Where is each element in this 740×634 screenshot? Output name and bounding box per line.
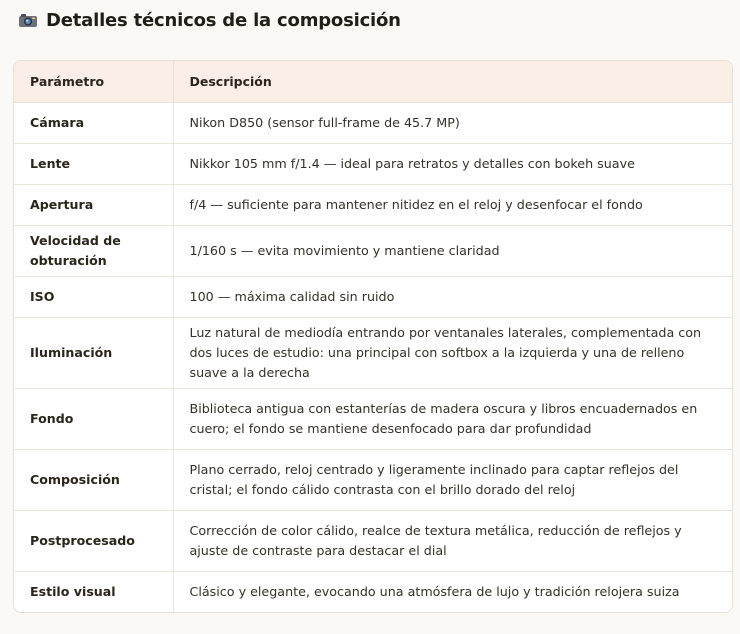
description-cell: Nikkor 105 mm f/1.4 — ideal para retratos y detalles con bokeh suave: [173, 143, 732, 184]
table-row: [14, 225, 732, 276]
table-row: [14, 276, 732, 317]
table-row: [14, 510, 732, 571]
table-row: [14, 184, 732, 225]
description-cell: Nikon D850 (sensor full-frame de 45.7 MP): [173, 102, 732, 143]
parameter-cell: Postprocesado: [14, 510, 173, 571]
description-cell: Clásico y elegante, evocando una atmósfera de lujo y tradición relojera suiza: [173, 571, 732, 612]
table-body: [14, 102, 732, 612]
description-cell: f/4 — suficiente para mantener nitidez en el reloj y desenfocar el fondo: [173, 184, 732, 225]
description-cell: Luz natural de mediodía entrando por ventanales laterales, complementada con dos luces de estudio: una principal con softbox a la izquierda y una de relleno suave a la derecha: [173, 317, 732, 388]
column-header-description: Descripción: [173, 61, 732, 102]
table-row: [14, 388, 732, 449]
page-title: Detalles técnicos de la composición: [46, 9, 401, 31]
parameter-cell: ISO: [14, 276, 173, 317]
description-cell: Plano cerrado, reloj centrado y ligeramente inclinado para captar reflejos del cristal; el fondo cálido contrasta con el brillo dorado del reloj: [173, 449, 732, 510]
column-header-parameter: Parámetro: [14, 61, 173, 102]
parameter-cell: Composición: [14, 449, 173, 510]
table-row: [14, 449, 732, 510]
table-row: [14, 102, 732, 143]
section-heading: [17, 0, 724, 40]
parameter-cell: Fondo: [14, 388, 173, 449]
description-cell: Biblioteca antigua con estanterías de madera oscura y libros encuadernados en cuero; el fondo se mantiene desenfocado para dar profundidad: [173, 388, 732, 449]
table-header-row: [14, 61, 732, 102]
parameter-cell: Cámara: [30, 114, 85, 130]
table-row: [14, 571, 732, 612]
description-cell: 100 — máxima calidad sin ruido: [173, 276, 732, 317]
parameter-cell: Apertura: [14, 184, 173, 225]
table-row: [14, 143, 732, 184]
camera-icon: [17, 11, 39, 29]
parameter-cell: Estilo visual: [14, 571, 173, 612]
parameter-cell: Velocidad de obturación: [14, 225, 173, 276]
parameter-cell: Lente: [14, 143, 173, 184]
table-row: [14, 317, 732, 388]
description-cell: 1/160 s — evita movimiento y mantiene claridad: [173, 225, 732, 276]
parameter-cell: Iluminación: [14, 317, 173, 388]
description-cell: Corrección de color cálido, realce de textura metálica, reducción de reflejos y ajuste de contraste para destacar el dial: [173, 510, 732, 571]
specs-table: [14, 61, 732, 612]
specs-table-container: [13, 60, 733, 613]
